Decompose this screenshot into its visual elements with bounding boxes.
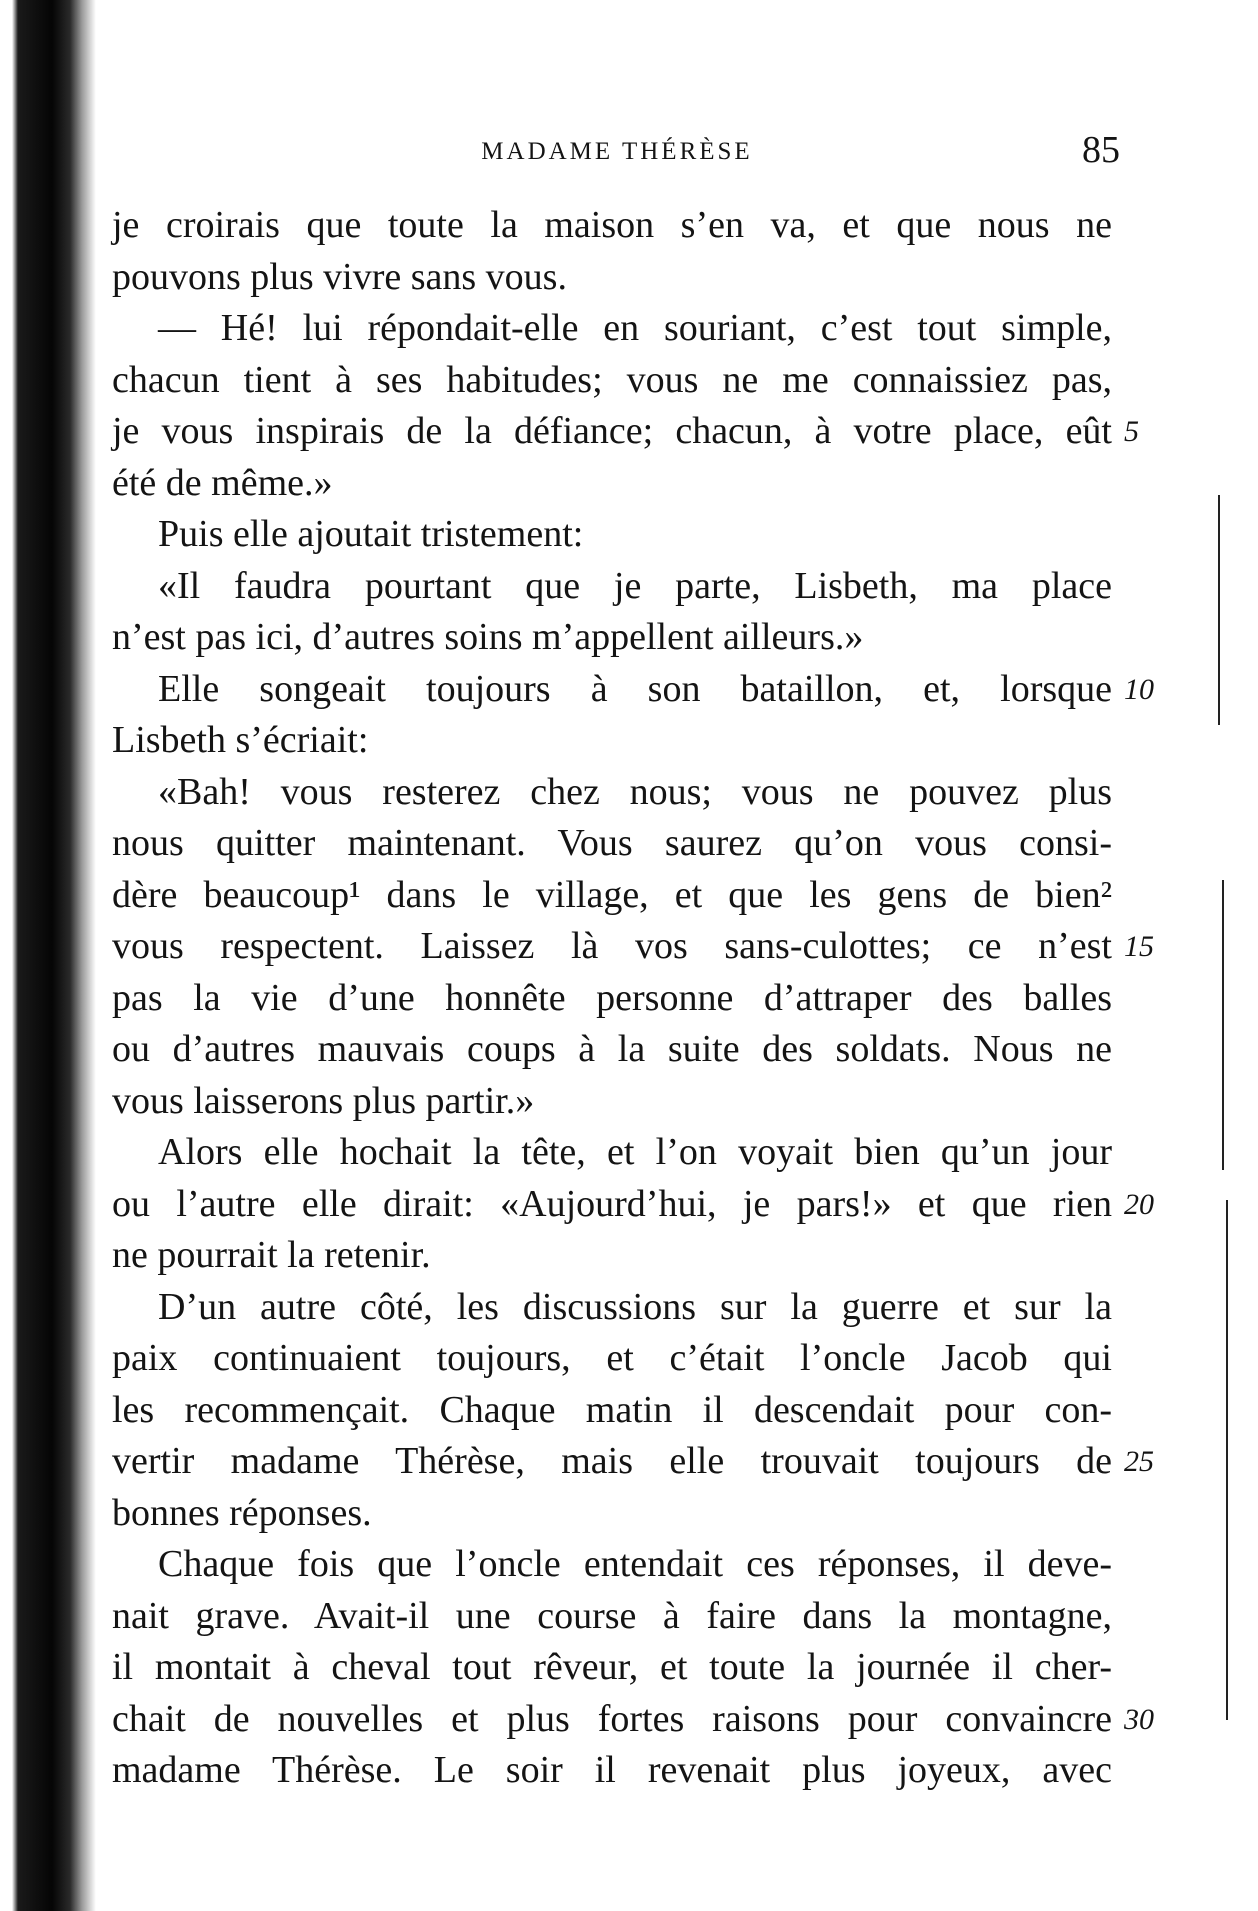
text-line <box>112 715 1112 767</box>
text-line <box>112 1333 1112 1385</box>
text-line-content: bonnes réponses. <box>112 1491 372 1534</box>
text-line-content: été de même.» <box>112 461 333 504</box>
text-line <box>112 973 1112 1025</box>
text-line-content: chait de nouvelles et plus fortes raisons pour convaincre <box>112 1697 1112 1740</box>
text-line-content: paix continuaient toujours, et c’était l’oncle Jacob qui <box>112 1337 1112 1379</box>
running-header <box>112 128 1122 188</box>
text-line <box>112 303 1112 355</box>
page-number: 85 <box>1082 129 1120 171</box>
text-line-content: je vous inspirais de la défiance; chacun, à votre place, eût <box>112 410 1112 452</box>
text-line <box>112 509 1112 561</box>
line-number: 5 <box>1124 415 1139 448</box>
book-binding-shadow <box>0 0 96 1911</box>
text-line <box>112 1745 1112 1797</box>
text-line-content: n’est pas ici, d’autres soins m’appellent ailleurs.» <box>112 616 864 658</box>
text-line <box>112 921 1154 973</box>
text-line-content: nait grave. Avait-il une course à faire dans la montagne, <box>112 1594 1112 1637</box>
text-line-content: nous quitter maintenant. Vous saurez qu’on vous consi- <box>112 822 1112 864</box>
line-number: 15 <box>1124 930 1154 963</box>
text-line-content: D’un autre côté, les discussions sur la guerre et sur la <box>158 1285 1112 1328</box>
margin-scratch <box>1222 880 1224 1170</box>
text-line <box>112 1591 1112 1643</box>
text-line <box>112 1179 1154 1231</box>
text-line <box>112 561 1112 613</box>
text-line-content: Lisbeth s’écriait: <box>112 719 369 761</box>
line-number: 30 <box>1124 1702 1154 1736</box>
text-line <box>112 767 1112 819</box>
text-line <box>112 252 1112 304</box>
text-line-content: Alors elle hochait la tête, et l’on voyait bien qu’un jour <box>158 1131 1112 1173</box>
text-line-content: vous laisserons plus partir.» <box>112 1079 535 1122</box>
text-line-content: «Bah! vous resterez chez nous; vous ne pouvez plus <box>158 770 1112 813</box>
text-line <box>112 1024 1112 1076</box>
line-number: 20 <box>1124 1187 1154 1221</box>
text-line <box>112 664 1154 716</box>
line-number: 25 <box>1124 1445 1154 1478</box>
text-line-content: je croirais que toute la maison s’en va, et que nous ne <box>112 204 1112 246</box>
text-line-content: Chaque fois que l’oncle entendait ces réponses, il deve- <box>158 1543 1112 1585</box>
text-line <box>112 1127 1112 1179</box>
running-title: MADAME THÉRÈSE <box>481 138 753 165</box>
text-line <box>112 1539 1112 1591</box>
text-line-content: ou l’autre elle dirait: «Aujourd’hui, je pars!» et que rien <box>112 1182 1112 1225</box>
text-line-content: pouvons plus vivre sans vous. <box>112 255 567 298</box>
text-line-content: pas la vie d’une honnête personne d’attraper des balles <box>112 976 1112 1019</box>
text-line-content: Puis elle ajoutait tristement: <box>158 513 584 555</box>
text-line <box>112 1642 1112 1694</box>
text-line <box>112 1076 1112 1128</box>
text-line <box>112 1694 1154 1746</box>
body-text <box>112 200 1154 1797</box>
text-line-content: il montait à cheval tout rêveur, et toute la journée il cher- <box>112 1646 1112 1688</box>
text-line-content: — Hé! lui répondait-elle en souriant, c’est tout simple, <box>158 307 1112 349</box>
text-line-content: les recommençait. Chaque matin il descendait pour con- <box>112 1388 1112 1431</box>
text-line <box>112 200 1112 252</box>
text-line <box>112 612 1112 664</box>
text-line <box>112 818 1112 870</box>
text-line-content: «Il faudra pourtant que je parte, Lisbeth, ma place <box>158 564 1112 607</box>
text-line <box>112 870 1112 922</box>
text-line <box>112 1282 1112 1334</box>
text-line-content: dère beaucoup¹ dans le village, et que les gens de bien² <box>112 873 1112 916</box>
text-line <box>112 458 1112 510</box>
text-line-content: Elle songeait toujours à son bataillon, et, lorsque <box>158 667 1112 710</box>
text-line <box>112 406 1139 458</box>
text-line <box>112 1488 1112 1540</box>
line-number: 10 <box>1124 672 1154 706</box>
margin-scratch <box>1218 495 1220 725</box>
text-line-content: madame Thérèse. Le soir il revenait plus joyeux, avec <box>112 1749 1112 1791</box>
text-line-content: ou d’autres mauvais coups à la suite des soldats. Nous ne <box>112 1028 1112 1070</box>
text-line-content: vous respectent. Laissez là vos sans-culottes; ce n’est <box>112 925 1112 967</box>
text-line-content: vertir madame Thérèse, mais elle trouvait toujours de <box>112 1440 1112 1482</box>
text-line <box>112 1436 1154 1488</box>
text-line <box>112 1385 1112 1437</box>
text-line <box>112 355 1112 407</box>
text-line-content: chacun tient à ses habitudes; vous ne me connaissiez pas, <box>112 358 1112 401</box>
margin-scratch <box>1226 1200 1228 1720</box>
text-line <box>112 1230 1112 1282</box>
text-line-content: ne pourrait la retenir. <box>112 1234 431 1276</box>
